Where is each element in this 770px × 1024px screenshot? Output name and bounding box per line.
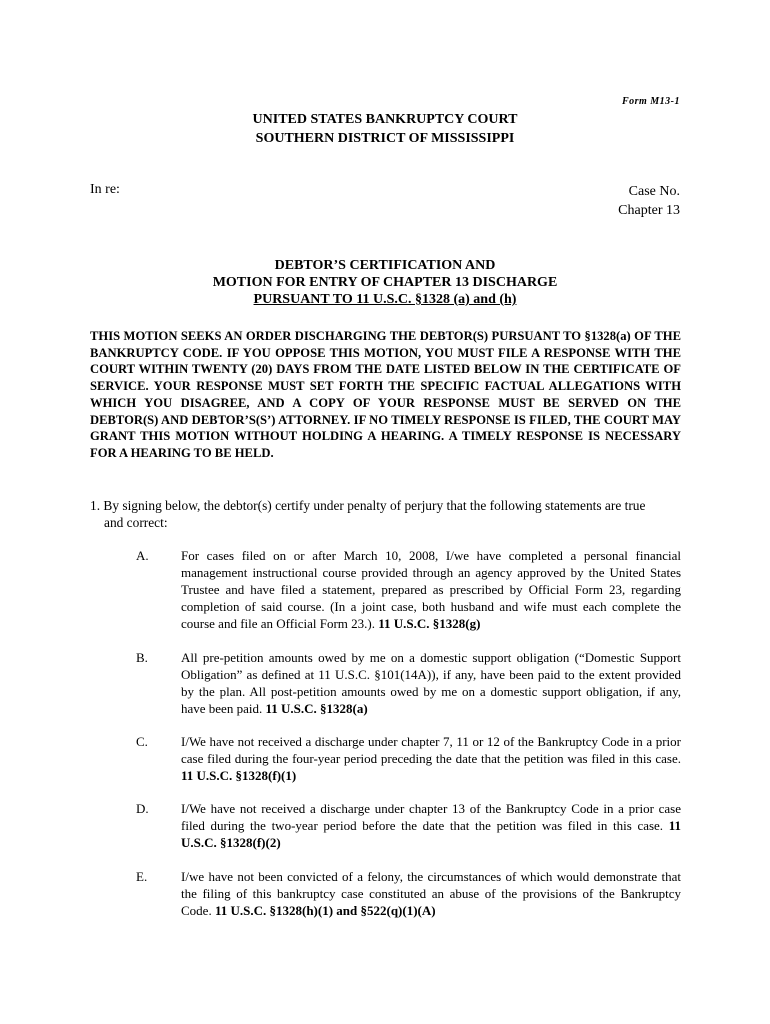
item-body xyxy=(181,733,681,784)
list-item xyxy=(136,547,681,632)
title-line-2: MOTION FOR ENTRY OF CHAPTER 13 DISCHARGE xyxy=(212,275,558,290)
item-letter: D. xyxy=(136,801,149,816)
certification-intro-line-2: and correct: xyxy=(104,515,168,530)
certification-intro xyxy=(90,497,681,531)
item-citation: 11 U.S.C. §1328(a) xyxy=(265,701,368,716)
case-number-label: Case No. xyxy=(628,184,680,199)
chapter-label: Chapter 13 xyxy=(618,203,680,218)
form-number: Form M13-1 xyxy=(621,96,680,107)
item-body xyxy=(181,800,681,851)
list-item xyxy=(136,649,681,717)
case-caption xyxy=(618,182,680,220)
item-text: I/We have not received a discharge under chapter 13 of the Bankruptcy Code in a prior case filed during the two-year period before the date that the petition was filed in this case. xyxy=(181,801,681,833)
item-text: I/We have not received a discharge under chapter 7, 11 or 12 of the Bankruptcy Code in a prior case filed during the four-year period preceding the date that the petition was filed in this case. xyxy=(181,734,681,766)
list-item xyxy=(136,800,681,851)
notice-paragraph: THIS MOTION SEEKS AN ORDER DISCHARGING THE DEBTOR(S) PURSUANT TO §1328(a) OF THE BANKRUPTCY CODE. IF YOU OPPOSE THIS MOTION, YOU MUST FILE A RESPONSE WITH THE COURT WITHIN TWENTY (20) DAYS FROM THE DATE LISTED BELOW IN THE CERTIFICATE OF SERVICE. YOUR RESPONSE MUST SET FORTH THE SPECIFIC FACTUAL ALLEGATIONS WITH WHICH YOU DISAGREE, AND A COPY OF YOUR RESPONSE MUST BE SERVED ON THE DEBTOR(S) AND DEBTOR’S(S’) ATTORNEY. IF NO TIMELY RESPONSE IS FILED, THE COURT MAY GRANT THIS MOTION WITHOUT HOLDING A HEARING. A TIMELY RESPONSE IS NECESSARY FOR A HEARING TO BE HELD. xyxy=(90,329,681,460)
item-text: All pre-petition amounts owed by me on a domestic support obligation (“Domestic Support Obligation” as defined at 11 U.S.C. §101(14A)), if any, have been paid to the extent provided by the plan. All post-petition amounts owed by me on a domestic support obligation, if any, have been paid. xyxy=(181,650,681,716)
item-citation: 11 U.S.C. §1328(f)(1) xyxy=(181,768,297,783)
court-name: UNITED STATES BANKRUPTCY COURT xyxy=(252,112,518,127)
item-citation: 11 U.S.C. §1328(f)(2) xyxy=(181,818,681,850)
list-item xyxy=(136,868,681,919)
document-title xyxy=(0,257,770,308)
court-district: SOUTHERN DISTRICT OF MISSISSIPPI xyxy=(255,131,515,146)
item-text: I/we have not been convicted of a felony, the circumstances of which would demonstrate that the filing of this bankruptcy case constituted an abuse of the provisions of the Bankruptcy Code. xyxy=(181,869,681,918)
item-body xyxy=(181,649,681,717)
item-citation: 11 U.S.C. §1328(g) xyxy=(378,616,481,631)
title-line-3: PURSUANT TO 11 U.S.C. §1328 (a) and (h) xyxy=(253,292,517,307)
item-letter: E. xyxy=(136,869,148,884)
list-item xyxy=(136,733,681,784)
item-letter: A. xyxy=(136,548,149,563)
item-citation: 11 U.S.C. §1328(h)(1) and §522(q)(1)(A) xyxy=(214,903,436,918)
certification-intro-line-1: 1. By signing below, the debtor(s) certify under penalty of perjury that the following statements are true xyxy=(90,498,646,513)
item-letter: B. xyxy=(136,650,148,665)
item-body xyxy=(181,547,681,632)
item-letter: C. xyxy=(136,734,148,749)
court-heading xyxy=(0,110,770,148)
title-line-1: DEBTOR’S CERTIFICATION AND xyxy=(274,258,496,273)
item-body xyxy=(181,868,681,919)
in-re-label: In re: xyxy=(90,182,120,197)
item-text: For cases filed on or after March 10, 2008, I/we have completed a personal financial management instructional course provided through an agency approved by the United States Trustee and have filed a statement, prepared as prescribed by Official Form 23, regarding completion of said course. (In a joint case, both husband and wife must each complete the course and file an Official Form 23.). xyxy=(181,548,681,631)
